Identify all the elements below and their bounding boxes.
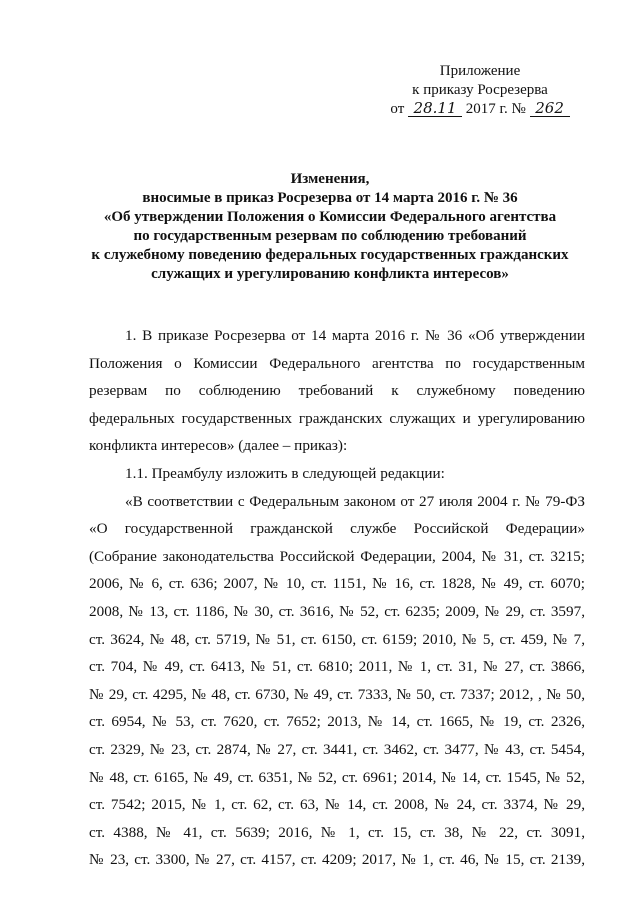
body-line: 2006, № 6, ст. 636; 2007, № 10, ст. 1151, № 16, ст. 1828, № 49, ст. 6070; [89, 575, 585, 593]
appendix-year-number-label: 2017 г. № [465, 101, 526, 117]
body-line: конфликта интересов» (далее – приказ): [89, 437, 348, 455]
appendix-title: Приложение [439, 63, 521, 79]
body-line: (Собрание законодательства Российской Федерации, 2004, № 31, ст. 3215; [89, 547, 585, 565]
body-line: ст. 3624, № 48, ст. 5719, № 51, ст. 6150, ст. 6159; 2010, № 5, ст. 459, № 7, [89, 630, 585, 648]
body-line: «В соответствии с Федеральным законом от 27 июля 2004 г. № 79-ФЗ [125, 492, 585, 510]
appendix-block [380, 62, 580, 119]
heading-line: вносимые в приказ Росрезерва от 14 марта 2016 г. № 36 [142, 190, 518, 206]
body-line: «О государственной гражданской службе Российской Федерации» [89, 520, 585, 538]
body-line: федеральных государственных гражданских служащих и урегулированию [89, 409, 585, 427]
body-line: 1. В приказе Росрезерва от 14 марта 2016 г. № 36 «Об утверждении [125, 327, 585, 344]
heading-line: к служебному поведению федеральных государственных гражданских [91, 247, 569, 263]
body-line: 2008, № 13, ст. 1186, № 30, ст. 3616, № 52, ст. 6235; 2009, № 29, ст. 3597, [89, 602, 585, 620]
handwritten-order-number: 262 [530, 101, 570, 117]
body-line: № 48, ст. 6165, № 49, ст. 6351, № 52, ст. 6961; 2014, № 14, ст. 1545, № 52, [89, 768, 585, 786]
appendix-date-number-line [380, 100, 580, 119]
heading-line: служащих и урегулированию конфликта интересов» [151, 266, 509, 282]
body-line: ст. 704, № 49, ст. 6413, № 51, ст. 6810; 2011, № 1, ст. 31, № 27, ст. 3866, [89, 658, 585, 676]
body-line: резервам по соблюдению требований к служебному поведению [89, 382, 585, 400]
body-line: № 29, ст. 4295, № 48, ст. 6730, № 49, ст. 7333, № 50, ст. 7337; 2012, , № 50, [89, 685, 585, 703]
handwritten-date: 28.11 [408, 101, 462, 117]
heading-line: Изменения, [290, 171, 370, 187]
body-line: ст. 6954, № 53, ст. 7620, ст. 7652; 2013, № 14, ст. 1665, № 19, ст. 2326, [89, 713, 585, 731]
body-line: № 23, ст. 3300, № 27, ст. 4157, ст. 4209; 2017, № 1, ст. 46, № 15, ст. 2139, [89, 851, 585, 869]
body-line: ст. 2329, № 23, ст. 2874, № 27, ст. 3441, ст. 3462, ст. 3477, № 43, ст. 5454, [89, 740, 585, 758]
appendix-order-ref: к приказу Росрезерва [412, 82, 548, 98]
document-body [89, 322, 585, 874]
heading-line: по государственным резервам по соблюдению требований [133, 228, 527, 244]
appendix-from-label: от [390, 101, 405, 117]
document-heading [80, 170, 580, 284]
body-line: ст. 4388, № 41, ст. 5639; 2016, № 1, ст. 15, ст. 38, № 22, ст. 3091, [89, 823, 585, 841]
heading-line: «Об утверждении Положения о Комиссии Федерального агентства [103, 209, 557, 225]
body-line: 1.1. Преамбулу изложить в следующей редакции: [125, 464, 445, 482]
body-line: Положения о Комиссии Федерального агентства по государственным [89, 354, 585, 372]
body-line: ст. 7542; 2015, № 1, ст. 62, ст. 63, № 14, ст. 2008, № 24, ст. 3374, № 29, [89, 796, 585, 814]
